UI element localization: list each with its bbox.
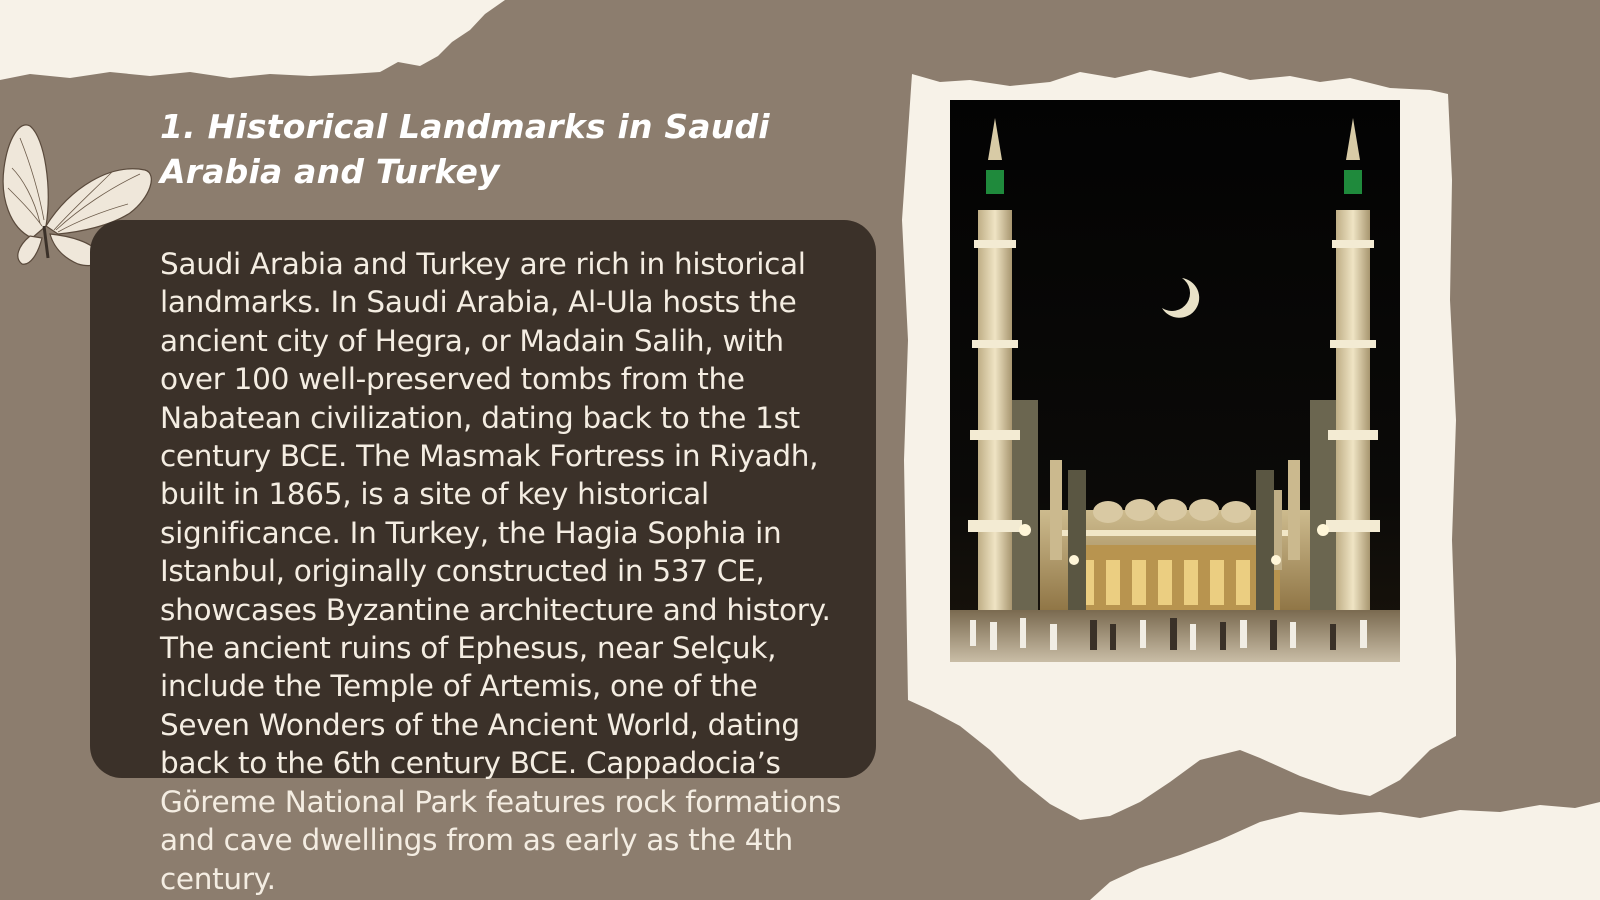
slide-title: 1. Historical Landmarks in Saudi Arabia and Turkey xyxy=(160,107,770,191)
body-text: Saudi Arabia and Turkey are rich in historical landmarks. In Saudi Arabia, Al-Ula hosts the ancient city of Hegra, or Madain Salih, with over 100 well-preserved tombs from the Nabatean civilization, dating back to the 1st century BCE. The Masmak Fortress in Riyadh, built in 1865, is a site of key historical significance. In Turkey, the Hagia Sophia in Istanbul, originally constructed in 537 CE, showcases Byzantine architecture and history. The ancient ruins of Ephesus, near Selçuk, include the Temple of Artemis, one of the Seven Wonders of the Ancient World, dating back to the 6th century BCE. Cappadocia’s Göreme National Park features rock formations and cave dwellings from as early as the 4th century. xyxy=(160,247,841,896)
mosque-photo xyxy=(950,100,1400,662)
